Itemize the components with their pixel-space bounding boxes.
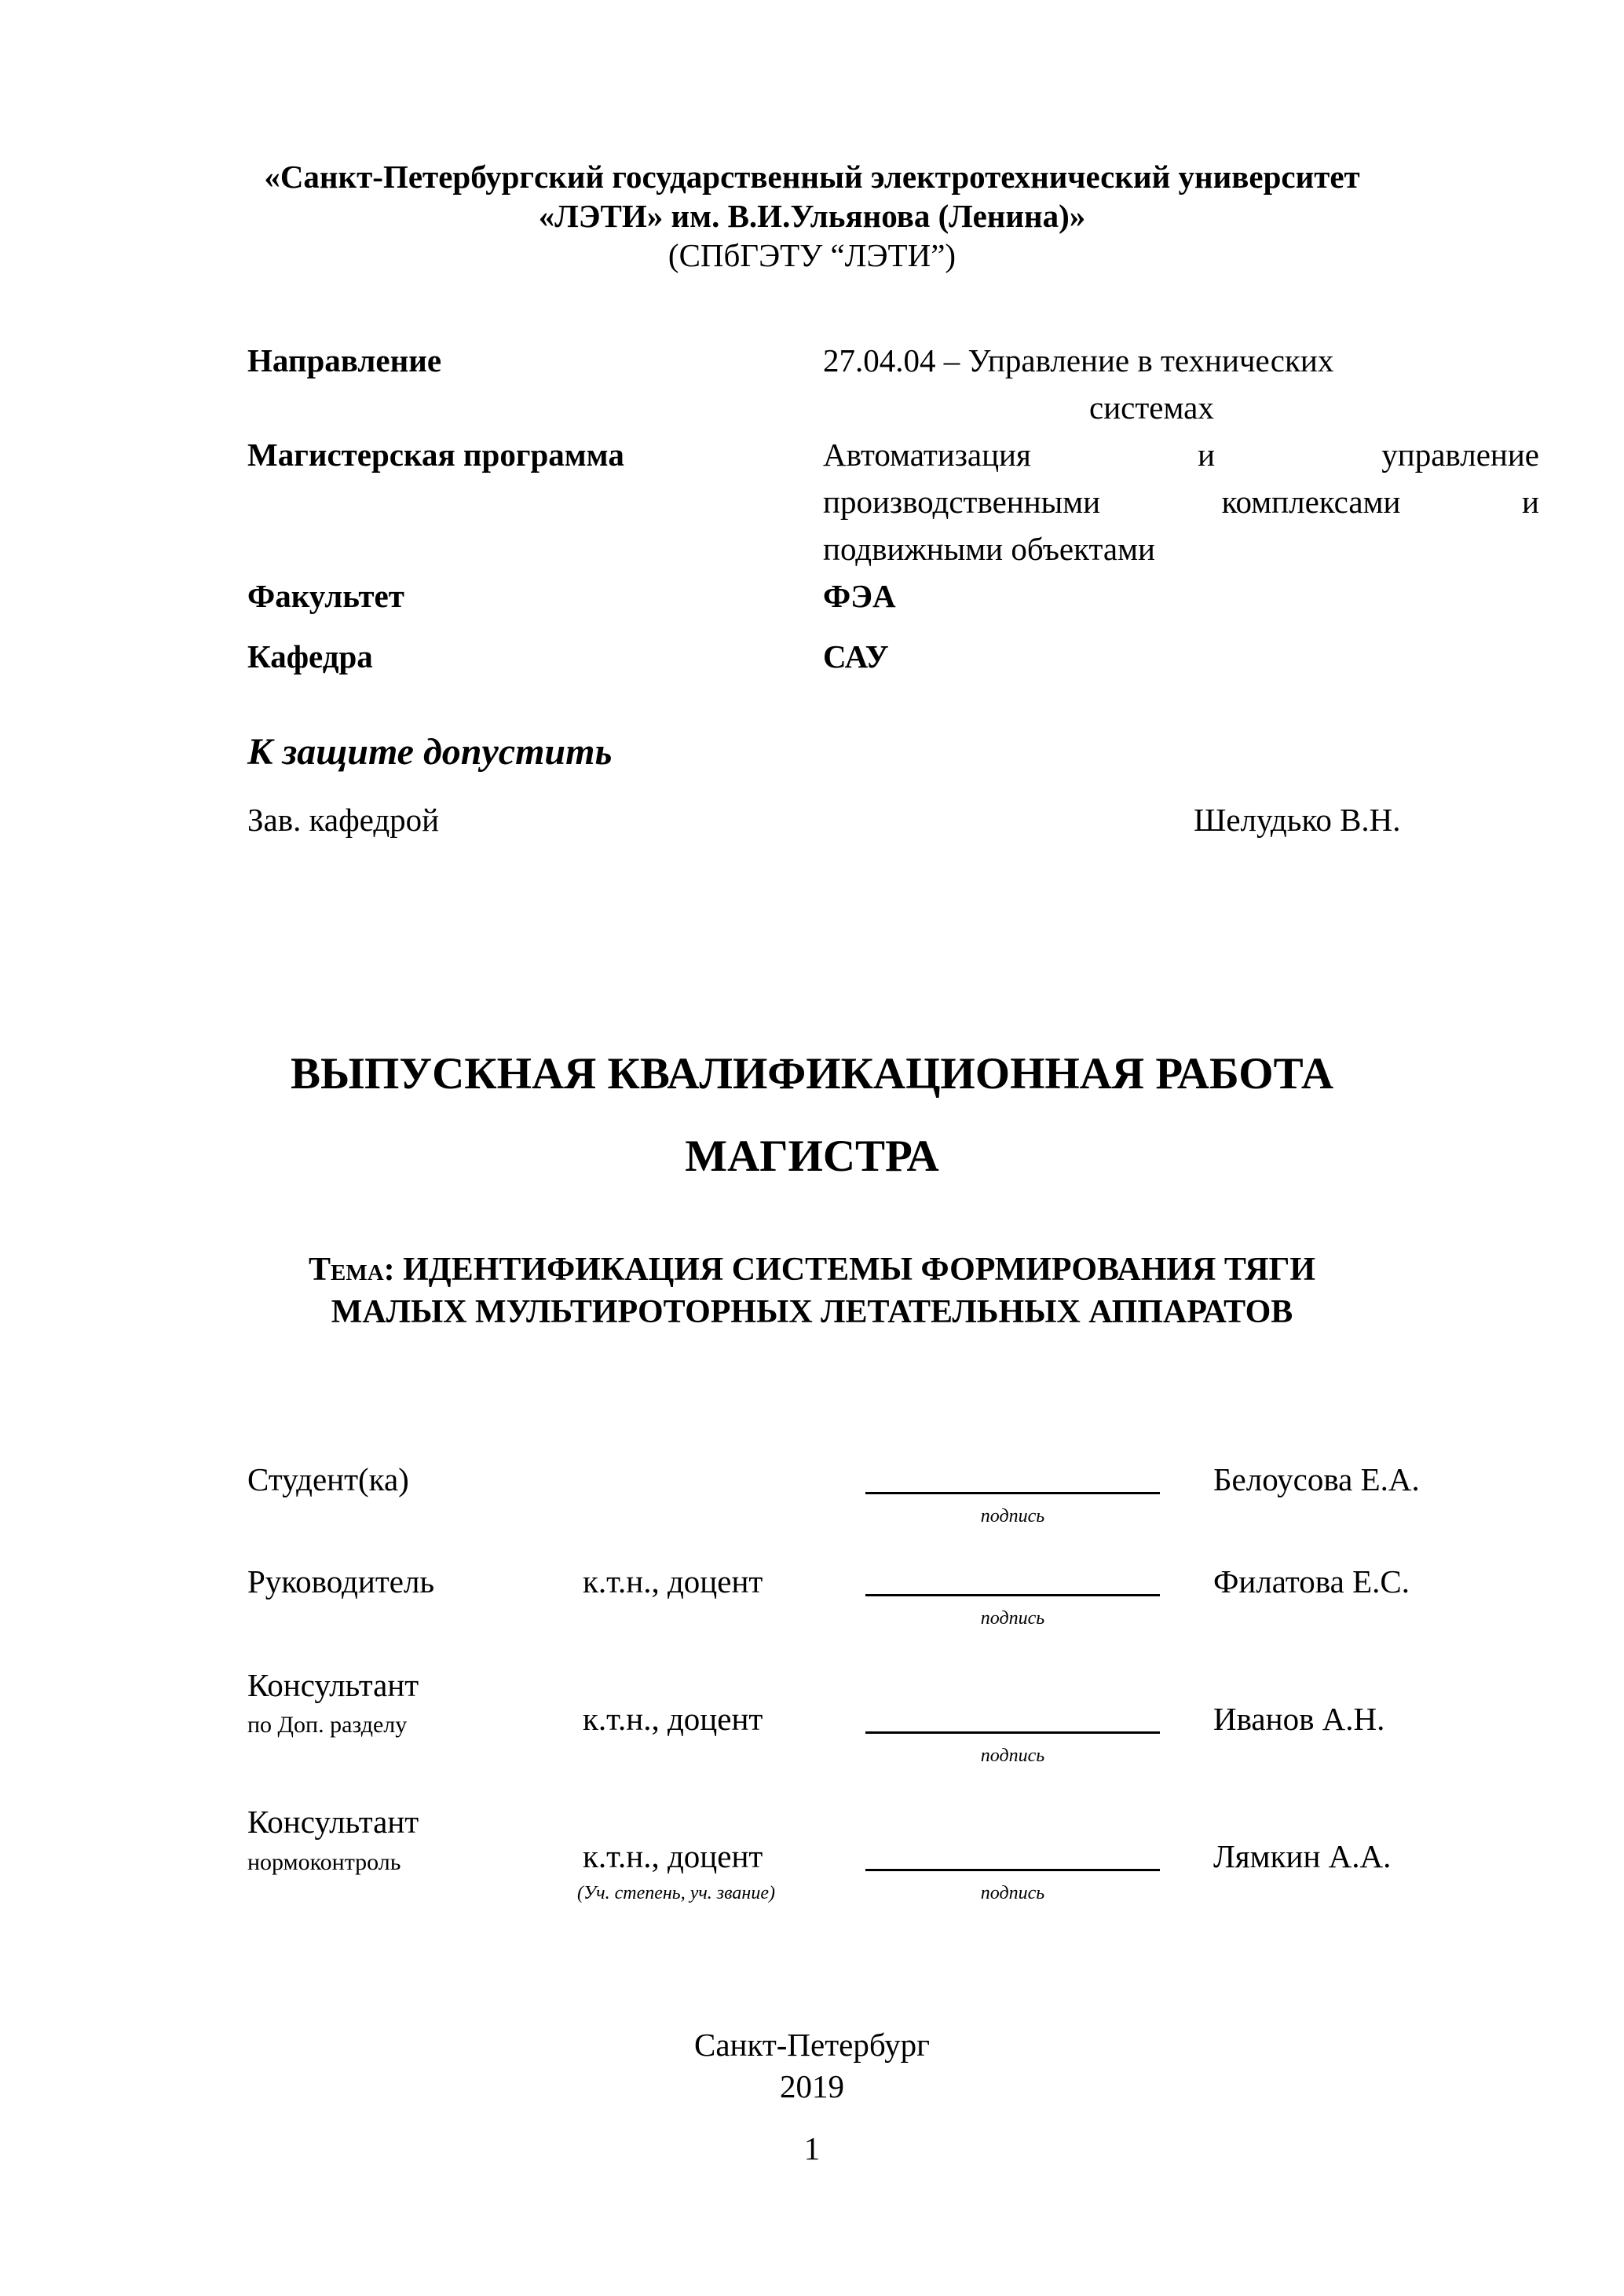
consultant-signature-line[interactable] — [865, 1731, 1160, 1734]
theme-text-1: ИДЕНТИФИКАЦИЯ СИСТЕМЫ ФОРМИРОВАНИЯ ТЯГИ — [403, 1252, 1316, 1288]
normcontrol-subrole: нормоконтроль — [247, 1849, 401, 1875]
admission-heading: К защите допустить — [247, 731, 613, 773]
direction-value-2: системах — [1089, 389, 1214, 426]
consultant-name: Иванов А.Н. — [1213, 1701, 1385, 1737]
student-signature-line[interactable] — [865, 1492, 1160, 1494]
student-signature-caption: подпись — [980, 1506, 1045, 1526]
theme-prefix: Тема: — [308, 1252, 395, 1288]
consultant-signature-caption: подпись — [980, 1746, 1045, 1766]
work-title-line2: МАГИСТРА — [685, 1132, 939, 1181]
theme-line1 — [0, 1249, 1624, 1291]
consultant-degree: к.т.н., доцент — [583, 1701, 763, 1737]
theme-line2: МАЛЫХ МУЛЬТИРОТОРНЫХ ЛЕТАТЕЛЬНЫХ АППАРАТОВ — [331, 1294, 1293, 1330]
faculty-value: ФЭА — [823, 578, 896, 614]
degree-caption: (Уч. степень, уч. звание) — [577, 1883, 775, 1903]
program-value-2: производственными комплексами и — [823, 484, 1539, 520]
university-name-line1: «Санкт-Петербургский государственный электротехнический университет — [264, 159, 1360, 195]
supervisor-signature-caption: подпись — [980, 1608, 1045, 1629]
direction-label: Направление — [247, 342, 442, 378]
supervisor-degree: к.т.н., доцент — [583, 1563, 763, 1600]
program-value-1: Автоматизация и управление — [823, 437, 1539, 473]
supervisor-name: Филатова Е.С. — [1213, 1563, 1410, 1600]
normcontrol-name: Лямкин А.А. — [1213, 1838, 1392, 1874]
normcontrol-signature-line[interactable] — [865, 1869, 1160, 1871]
university-abbreviation: (СПбГЭТУ “ЛЭТИ”) — [668, 237, 956, 273]
supervisor-signature-line[interactable] — [865, 1594, 1160, 1596]
program-label: Магистерская программа — [247, 437, 624, 473]
department-label: Кафедра — [247, 638, 373, 675]
consultant-role: Консультант — [247, 1667, 419, 1703]
head-of-department-name: Шелудько В.Н. — [1194, 802, 1401, 838]
department-value: САУ — [823, 638, 889, 675]
student-role: Студент(ка) — [247, 1461, 409, 1497]
normcontrol-signature-caption: подпись — [980, 1883, 1045, 1903]
page-number: 1 — [803, 2130, 821, 2166]
work-title-line1: ВЫПУСКНАЯ КВАЛИФИКАЦИОННАЯ РАБОТА — [290, 1049, 1333, 1099]
direction-value-1: 27.04.04 – Управление в технических — [823, 342, 1334, 378]
university-name-line2: «ЛЭТИ» им. В.И.Ульянова (Ленина)» — [538, 198, 1086, 234]
faculty-label: Факультет — [247, 578, 404, 614]
city: Санкт-Петербург — [694, 2027, 930, 2063]
consultant-subrole: по Доп. разделу — [247, 1712, 408, 1738]
program-value-3: подвижными объектами — [823, 531, 1155, 567]
student-name: Белоусова Е.А. — [1213, 1461, 1420, 1497]
year: 2019 — [780, 2068, 844, 2104]
head-of-department-label: Зав. кафедрой — [247, 802, 440, 838]
normcontrol-degree: к.т.н., доцент — [583, 1838, 763, 1874]
normcontrol-role: Консультант — [247, 1804, 419, 1840]
supervisor-role: Руководитель — [247, 1563, 435, 1600]
